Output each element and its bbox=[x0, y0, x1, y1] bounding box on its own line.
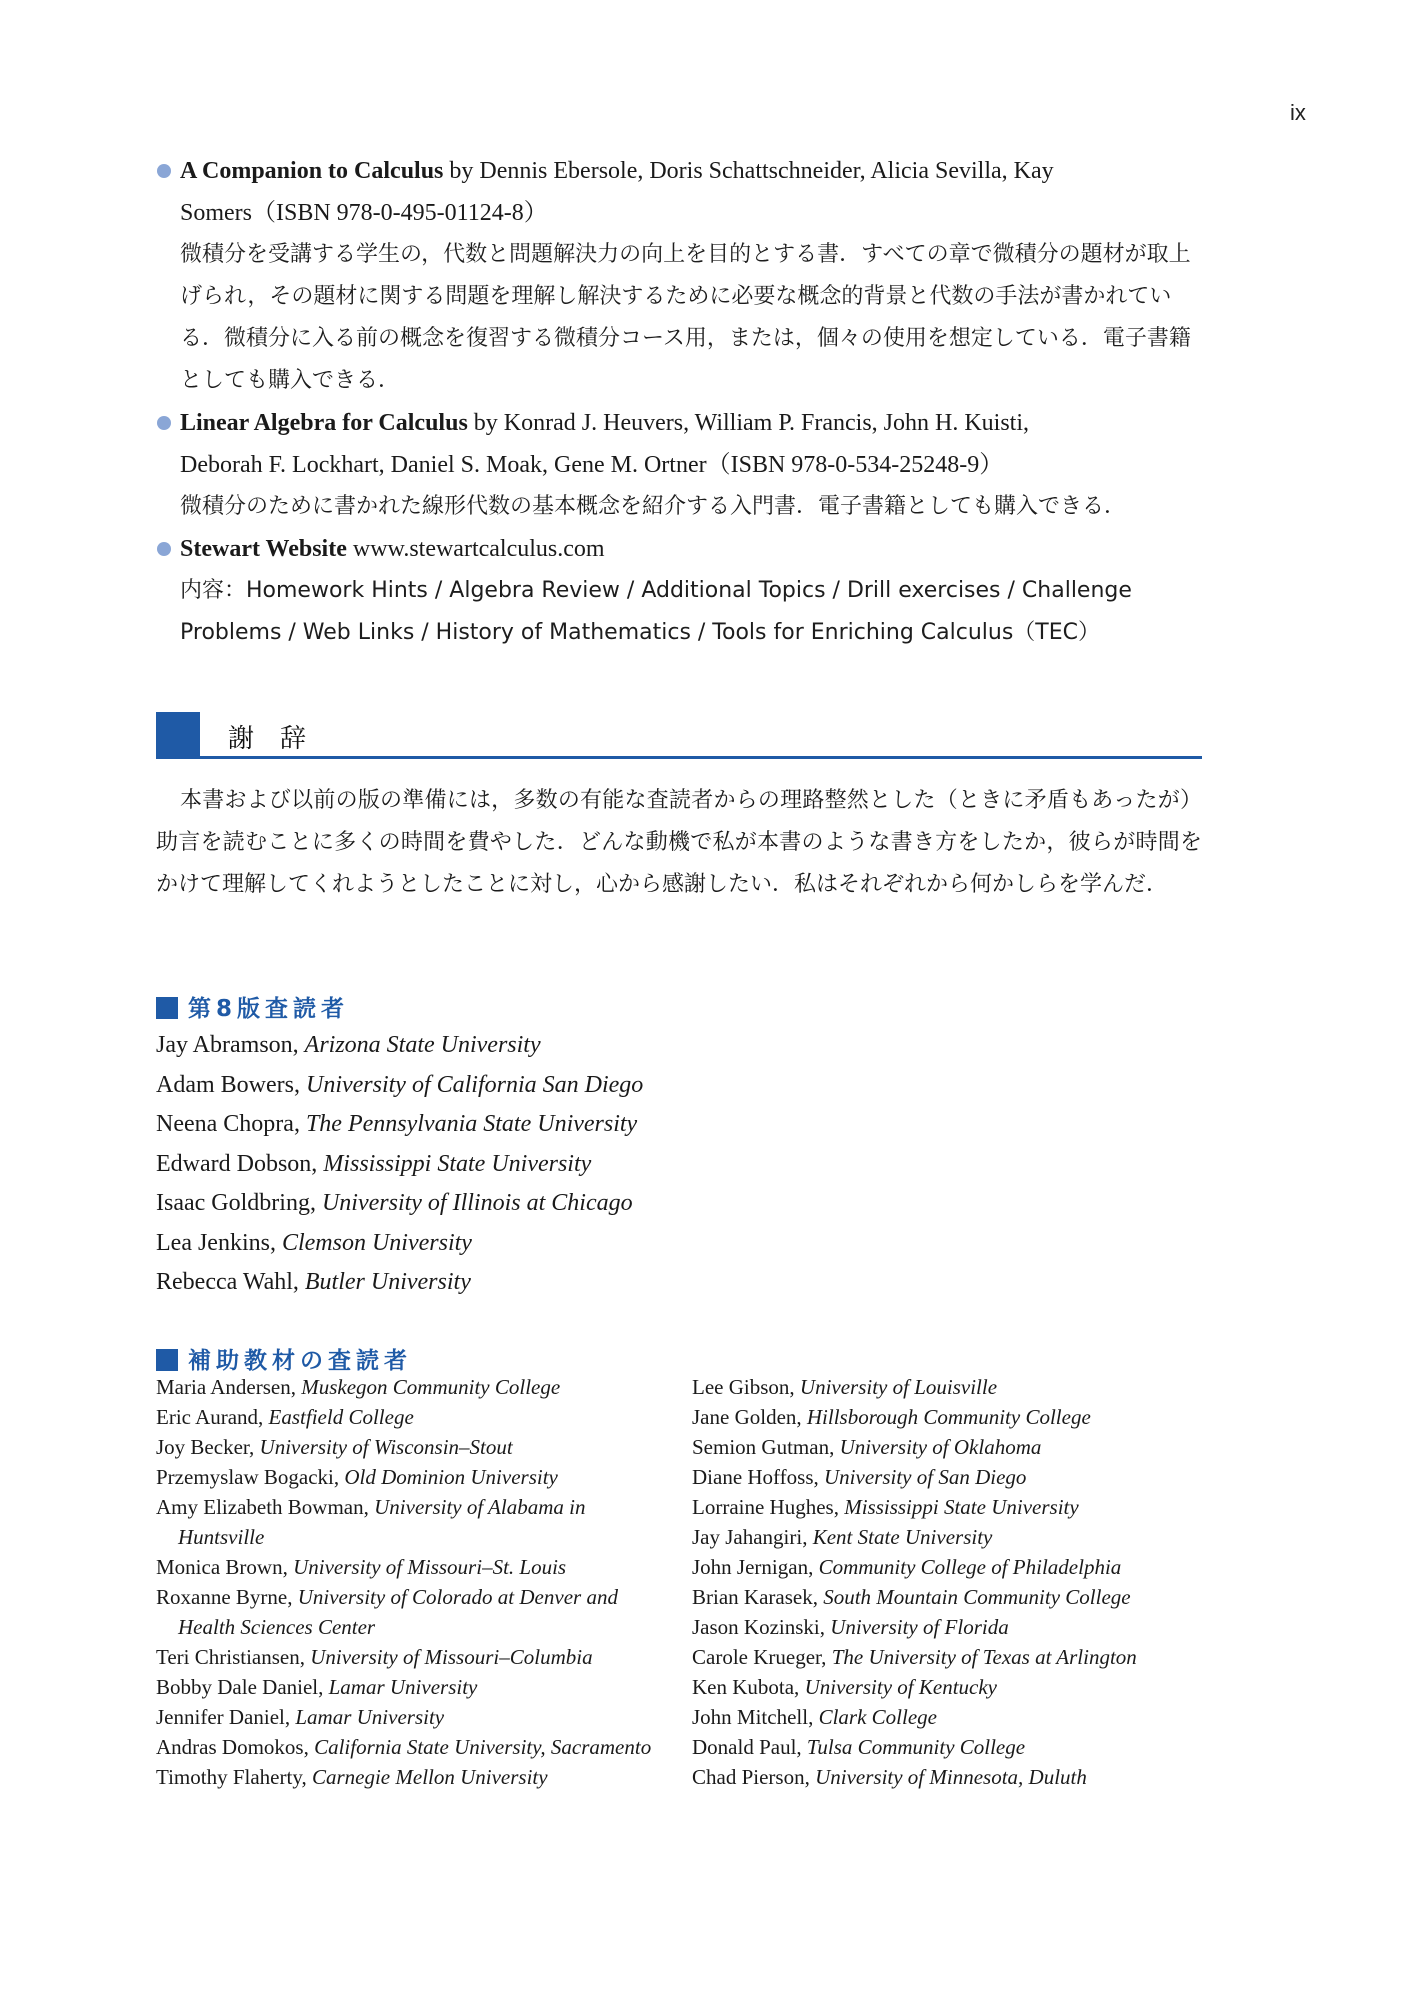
resource-description: 内容：Homework Hints / Algebra Review / Additional Topics / Drill exercises / Challenge Problems / Web Links / History of Mathematics / Tools for Enriching Calculus（TEC） bbox=[180, 578, 1132, 645]
reviewer-name: Jason Kozinski, bbox=[692, 1615, 825, 1639]
reviewer-name: Amy Elizabeth Bowman, bbox=[156, 1495, 369, 1519]
reviewer-name: Eric Aurand, bbox=[156, 1405, 264, 1429]
reviewer-entry bbox=[692, 1762, 1212, 1792]
reviewer-entry bbox=[692, 1462, 1212, 1492]
heading-rule bbox=[156, 756, 1202, 759]
resource-title: Stewart Website bbox=[180, 536, 347, 562]
reviewer-entry bbox=[156, 1145, 643, 1185]
reviewer-name: Brian Karasek, bbox=[692, 1585, 818, 1609]
reviewer-entry bbox=[156, 1462, 676, 1492]
reviewer-entry bbox=[156, 1184, 643, 1224]
reviewer-entry bbox=[156, 1224, 643, 1264]
reviewer-affiliation: Mississippi State University bbox=[323, 1150, 592, 1177]
reviewer-affiliation: Arizona State University bbox=[304, 1032, 541, 1058]
reviewer-name: Przemyslaw Bogacki, bbox=[156, 1465, 340, 1489]
reviewer-entry bbox=[156, 1432, 676, 1462]
reviewer-name: Joy Becker, bbox=[156, 1435, 255, 1459]
reviewer-entry bbox=[692, 1522, 1212, 1552]
reviewer-name: Timothy Flaherty, bbox=[156, 1765, 307, 1789]
reviewer-affiliation: Tulsa Community College bbox=[806, 1735, 1026, 1759]
reviewer-affiliation: Community College of Philadelphia bbox=[818, 1555, 1122, 1579]
reviewer-entry bbox=[156, 1372, 676, 1402]
reviewer-affiliation: Lamar University bbox=[295, 1705, 445, 1729]
reviewer-entry bbox=[692, 1702, 1212, 1732]
reviewer-name: John Mitchell, bbox=[692, 1705, 814, 1729]
reviewer-entry bbox=[692, 1372, 1212, 1402]
reviewer-affiliation: University of Florida bbox=[830, 1615, 1009, 1639]
reviewer-name: Edward Dobson, bbox=[156, 1150, 318, 1177]
reviewer-name: Jay Abramson, bbox=[156, 1032, 299, 1058]
reviewer-entry bbox=[692, 1612, 1212, 1642]
reviewer-entry bbox=[156, 1105, 643, 1145]
reviewer-affiliation: Clemson University bbox=[281, 1229, 472, 1256]
reviewer-entry bbox=[156, 1492, 676, 1552]
reviewer-entry bbox=[156, 1762, 676, 1792]
reviewer-entry bbox=[156, 1026, 643, 1066]
reviewers-supplement-heading bbox=[156, 1342, 412, 1375]
reviewer-affiliation: University of Kentucky bbox=[804, 1675, 997, 1699]
reviewer-name: Diane Hoffoss, bbox=[692, 1465, 819, 1489]
reviewer-affiliation: Carnegie Mellon University bbox=[311, 1765, 548, 1789]
square-icon bbox=[156, 997, 178, 1019]
resource-item bbox=[160, 402, 1200, 528]
reviewer-affiliation: Lamar University bbox=[328, 1675, 478, 1699]
reviewer-name: Semion Gutman, bbox=[692, 1435, 835, 1459]
reviewer-affiliation: The Pennsylvania State University bbox=[305, 1111, 638, 1137]
reviewers-8th-heading bbox=[156, 990, 349, 1023]
reviewers-8th-title: 第8版査読者 bbox=[188, 996, 350, 1022]
reviewer-affiliation: University of Louisville bbox=[799, 1375, 998, 1399]
reviewer-entry bbox=[156, 1672, 676, 1702]
reviewer-affiliation: University of Alabama in Huntsville bbox=[178, 1495, 586, 1549]
resource-title: A Companion to Calculus bbox=[180, 158, 444, 184]
reviewer-name: Andras Domokos, bbox=[156, 1735, 309, 1759]
reviewer-affiliation: Old Dominion University bbox=[344, 1465, 558, 1489]
reviewer-entry bbox=[692, 1492, 1212, 1522]
reviewer-name: Monica Brown, bbox=[156, 1555, 288, 1579]
reviewer-entry bbox=[156, 1263, 643, 1303]
reviewer-affiliation: University of Minnesota, Duluth bbox=[815, 1765, 1087, 1789]
acknowledgment-paragraph: 本書および以前の版の準備には，多数の有能な査読者からの理路整然とした（ときに矛盾もあったが）助言を読むことに多くの時間を費やした．どんな動機で私が本書のような書き方をしたか，彼らが時間をかけて理解してくれようとしたことに対し，心から感謝したい．私はそれぞれから何かしらを学んだ． bbox=[156, 788, 1202, 897]
reviewer-affiliation: Hillsborough Community College bbox=[806, 1405, 1091, 1429]
reviewer-name: Lee Gibson, bbox=[692, 1375, 795, 1399]
reviewer-affiliation: California State University, Sacramento bbox=[314, 1735, 652, 1759]
bullet-icon bbox=[157, 164, 171, 178]
resource-list bbox=[160, 150, 1200, 654]
supplement-reviewers-left bbox=[156, 1372, 676, 1792]
reviewer-entry bbox=[156, 1066, 643, 1106]
reviewer-affiliation: University of California San Diego bbox=[305, 1071, 644, 1098]
reviewer-name: Adam Bowers, bbox=[156, 1071, 300, 1098]
reviewer-name: Teri Christiansen, bbox=[156, 1645, 305, 1669]
reviewer-affiliation: Muskegon Community College bbox=[301, 1375, 561, 1399]
reviewer-affiliation: South Mountain Community College bbox=[823, 1585, 1131, 1609]
resource-title: Linear Algebra for Calculus bbox=[180, 410, 468, 436]
reviewer-name: Bobby Dale Daniel, bbox=[156, 1675, 324, 1699]
reviewer-name: Rebecca Wahl, bbox=[156, 1269, 299, 1295]
reviewer-affiliation: Kent State University bbox=[812, 1525, 993, 1549]
reviewer-affiliation: University of Colorado at Denver and Health Sciences Center bbox=[178, 1585, 618, 1639]
reviewer-name: Ken Kubota, bbox=[692, 1675, 800, 1699]
resource-line-1 bbox=[180, 150, 1200, 192]
reviewer-affiliation: Mississippi State University bbox=[844, 1495, 1079, 1519]
bullet-icon bbox=[157, 542, 171, 556]
reviewer-name: Carole Krueger, bbox=[692, 1645, 827, 1669]
resource-url: www.stewartcalculus.com bbox=[346, 536, 605, 562]
reviewer-entry bbox=[692, 1672, 1212, 1702]
reviewer-entry bbox=[156, 1402, 676, 1432]
reviewer-entry bbox=[156, 1642, 676, 1672]
section-title: 謝辞 bbox=[228, 724, 333, 754]
reviewer-affiliation: Clark College bbox=[818, 1705, 937, 1729]
reviewer-entry bbox=[156, 1552, 676, 1582]
resource-item bbox=[160, 150, 1200, 402]
reviewer-name: John Jernigan, bbox=[692, 1555, 814, 1579]
supplement-reviewers-right bbox=[692, 1372, 1212, 1792]
reviewer-entry bbox=[156, 1582, 676, 1642]
reviewer-entry bbox=[692, 1552, 1212, 1582]
reviewer-affiliation: Butler University bbox=[304, 1269, 471, 1295]
reviewers-8th-list bbox=[156, 1026, 643, 1303]
reviewer-affiliation: University of Oklahoma bbox=[839, 1435, 1042, 1459]
resource-line-1 bbox=[180, 402, 1200, 444]
reviewer-affiliation: University of Missouri–Columbia bbox=[310, 1645, 593, 1669]
reviewer-name: Chad Pierson, bbox=[692, 1765, 810, 1789]
resource-authors: by Dennis Ebersole, Doris Schattschneider, Alicia Sevilla, Kay bbox=[443, 158, 1054, 184]
reviewer-entry bbox=[156, 1732, 676, 1762]
resource-line-2: Deborah F. Lockhart, Daniel S. Moak, Gene M. Ortner（ISBN 978-0-534-25248-9） bbox=[180, 452, 1004, 478]
reviewer-affiliation: University of Wisconsin–Stout bbox=[259, 1435, 513, 1459]
reviewers-supplement-title: 補助教材の査読者 bbox=[188, 1348, 412, 1374]
reviewer-name: Jane Golden, bbox=[692, 1405, 802, 1429]
reviewer-affiliation: University of Illinois at Chicago bbox=[321, 1190, 633, 1216]
reviewer-entry bbox=[692, 1582, 1212, 1612]
reviewer-name: Lea Jenkins, bbox=[156, 1229, 276, 1256]
reviewer-entry bbox=[692, 1432, 1212, 1462]
reviewer-affiliation: The University of Texas at Arlington bbox=[831, 1645, 1137, 1669]
reviewer-name: Roxanne Byrne, bbox=[156, 1585, 293, 1609]
square-icon bbox=[156, 1349, 178, 1371]
page-number: ix bbox=[1290, 100, 1306, 125]
heading-block-icon bbox=[156, 712, 200, 756]
reviewer-name: Jay Jahangiri, bbox=[692, 1525, 808, 1549]
reviewer-name: Maria Andersen, bbox=[156, 1375, 296, 1399]
reviewer-affiliation: University of Missouri–St. Louis bbox=[293, 1555, 567, 1579]
reviewer-name: Neena Chopra, bbox=[156, 1111, 300, 1137]
reviewer-name: Jennifer Daniel, bbox=[156, 1705, 291, 1729]
reviewer-entry bbox=[692, 1402, 1212, 1432]
resource-line-1 bbox=[180, 528, 1200, 570]
resource-description: 微積分のために書かれた線形代数の基本概念を紹介する入門書．電子書籍としても購入できる． bbox=[180, 494, 1127, 519]
reviewer-entry bbox=[692, 1732, 1212, 1762]
resource-line-2: Somers（ISBN 978-0-495-01124-8） bbox=[180, 200, 548, 226]
bullet-icon bbox=[157, 416, 171, 430]
section-heading bbox=[156, 712, 1202, 758]
resource-item bbox=[160, 528, 1200, 654]
reviewer-entry bbox=[692, 1642, 1212, 1672]
reviewer-name: Isaac Goldbring, bbox=[156, 1190, 316, 1216]
reviewer-affiliation: University of San Diego bbox=[824, 1465, 1027, 1489]
resource-authors: by Konrad J. Heuvers, William P. Francis, John H. Kuisti, bbox=[467, 410, 1030, 436]
reviewer-affiliation: Eastfield College bbox=[268, 1405, 414, 1429]
reviewer-name: Donald Paul, bbox=[692, 1735, 802, 1759]
reviewer-name: Lorraine Hughes, bbox=[692, 1495, 839, 1519]
resource-description: 微積分を受講する学生の，代数と問題解決力の向上を目的とする書．すべての章で微積分の題材が取上げられ，その題材に関する問題を理解し解決するために必要な概念的背景と代数の手法が書かれている．微積分に入る前の概念を復習する微積分コース用，または，個々の使用を想定している．電子書籍としても購入できる． bbox=[180, 242, 1191, 393]
reviewer-entry bbox=[156, 1702, 676, 1732]
